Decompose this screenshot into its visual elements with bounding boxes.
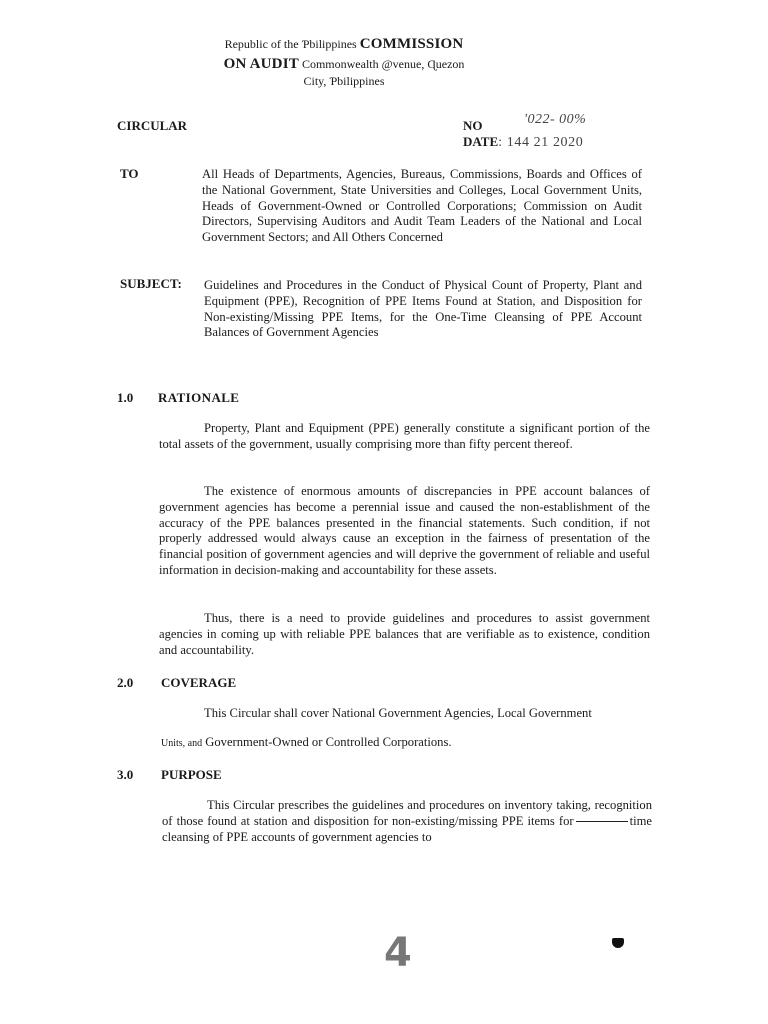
circular-date-value: : 144 21 2020 [498,135,584,150]
section-2-paragraph-1b [161,735,452,750]
strikethrough-mark [576,821,628,822]
circular-no-label: NO [463,118,483,133]
header-address: Commonwealth @venue, Ɋuezon [301,57,465,71]
section-2-title: COVERAGE [161,675,237,690]
header-city: City, Ƥbilippines [303,74,385,88]
circular-date-row [463,134,583,151]
header-line-3 [0,74,728,89]
section-2-units-and: Units, and [161,738,203,749]
section-3-paragraph-1 [162,798,652,845]
page-number: 4 [384,930,412,976]
section-1-paragraph-3: Thus, there is a need to provide guidelines and procedures to assist government agencies in coming up with reliable PPE balances that are verifiable as to existence, condition and accountability. [159,611,650,657]
to-text: All Heads of Departments, Agencies, Bureaus, Commissions, Boards and Offices of the National Government, State Universities and Colleges, Local Government Units, Heads of Government-Owned or Controlled Corporations; Commission on Audit Directors, Supervising Auditors and Audit Team Leaders of the National and Local Government Sectors; and All Others Concerned [202,167,642,245]
header-on-audit: ON AUDIT [223,56,299,72]
section-3-number: 3.0 [117,767,134,782]
section-3-text-end: time cleansing of PPE accounts of government agencies to [162,813,652,844]
circular-no-value: '022- 00% [524,112,587,127]
section-1-title: RATIONALE [158,390,240,405]
subject-text: Guidelines and Procedures in the Conduct of Physical Count of Property, Plant and Equipment (PPE), Recognition of PPE Items Found at Station, and Disposition for Non-existing/Missing PPE Items, for the One-Time Cleansing of PPE Account Balances of Government Agencies [204,278,642,340]
to-label: TO [120,166,139,181]
section-3-text-start: This Circular prescribes the guidelines and procedures on inventory taking, recognition of those found at station and disposition for non-existing/missing PPE items for [162,798,652,828]
section-1-number: 1.0 [117,390,134,405]
section-2-number: 2.0 [117,675,134,690]
header-commission: COMMISSION [359,36,464,52]
circular-label: CIRCULAR [117,118,188,133]
scan-mark-icon [612,938,624,948]
subject-label: SUBJECT: [120,276,182,291]
section-1-paragraph-1: Property, Plant and Equipment (PPE) generally constitute a significant portion of the total assets of the government, usually comprising more than fifty percent thereof. [159,421,650,451]
circular-date-label: DATE [463,134,499,149]
section-1-paragraph-2: The existence of enormous amounts of discrepancies in PPE account balances of government agencies has become a perennial issue and caused the non-establishment of the accuracy of the PPE balances presented in the financial statements. Such condition, if not properly addressed would always cause an exception in the fairness of presentation of the financial position of government agencies and will deprive the government of reliable and useful information in decision-making and accountability for these assets. [159,484,650,577]
header-line-2 [0,56,728,73]
section-3-title: PURPOSE [161,767,222,782]
section-2-paragraph-1a: This Circular shall cover National Government Agencies, Local Government [204,706,592,720]
header-line-1 [0,36,728,53]
section-2-goccs: Government-Owned or Controlled Corporations. [205,735,452,749]
header-republic: Republic of the Ƥbilippines [224,37,357,51]
